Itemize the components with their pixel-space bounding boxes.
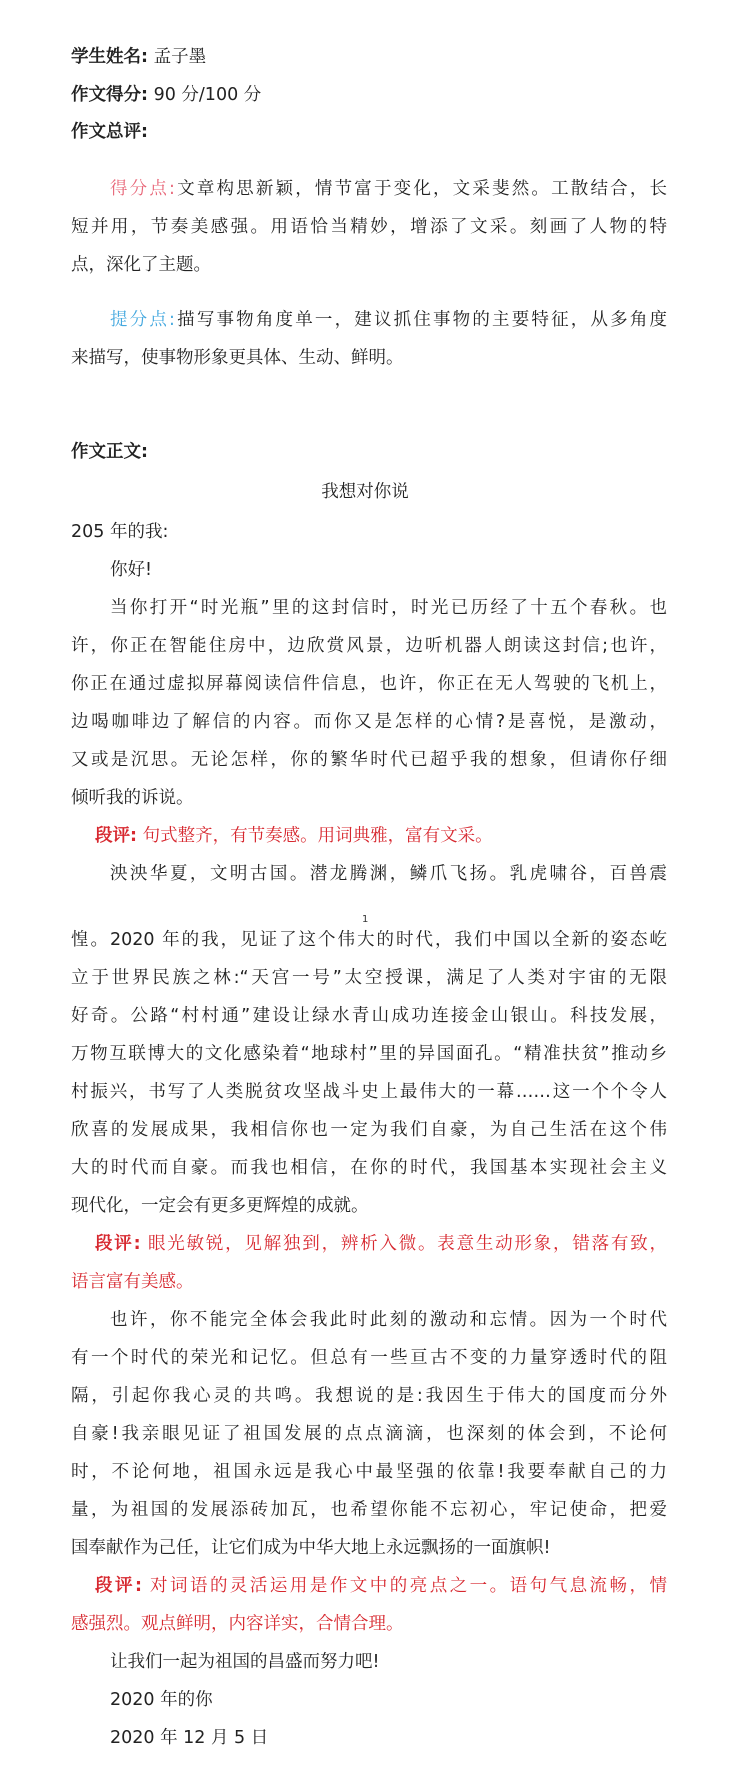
- review-2: [71, 1225, 667, 1263]
- pros-line: 点，深化了主题。: [71, 255, 211, 275]
- tips-paragraph: [71, 301, 667, 377]
- paragraph-line: 惶。2020 年的我，见证了这个伟大的时代，我们中国以全新的姿态屹: [71, 930, 667, 950]
- score-line: [71, 83, 261, 107]
- date: 2020 年 12 月 5 日: [110, 1728, 269, 1748]
- review-text: 句式整齐，有节奏感。用词典雅，富有文采。: [142, 826, 493, 846]
- pros-paragraph: [71, 170, 667, 284]
- paragraph-line: 有一个时代的荣光和记忆。但总有一些亘古不变的力量穿透时代的阻: [71, 1348, 667, 1368]
- essay-section-2: [71, 921, 667, 1757]
- paragraph-line: 自豪!我亲眼见证了祖国发展的点点滴滴，也深刻的体会到，不论何: [71, 1424, 667, 1444]
- pros-label: 得分点:: [110, 179, 175, 199]
- essay-section-1: [71, 513, 667, 893]
- paragraph-line: 立于世界民族之林:“天宫一号”太空授课，满足了人类对宇宙的无限: [71, 968, 667, 988]
- review-3-cont: 感强烈。观点鲜明，内容详实，合情合理。: [71, 1614, 404, 1634]
- paragraph-line: 万物互联博大的文化感染着“地球村”里的异国面孔。“精准扶贫”推动乡: [71, 1044, 667, 1064]
- essay-body-heading: 作文正文:: [71, 442, 148, 462]
- pros-line: [71, 170, 667, 208]
- pros-text: 文章构思新颖，情节富于变化，文采斐然。工散结合，长: [174, 179, 667, 199]
- paragraph-line: 时，不论何地，祖国永远是我心中最坚强的依靠!我要奉献自己的力: [71, 1462, 667, 1482]
- review-label: 段评:: [95, 826, 137, 846]
- student-name-label: 学生姓名:: [71, 47, 148, 67]
- paragraph-line: 隔，引起你我心灵的共鸣。我想说的是:我因生于伟大的国度而分外: [71, 1386, 667, 1406]
- paragraph-line: 国奉献作为己任，让它们成为中华大地上永远飘扬的一面旗帜!: [71, 1538, 551, 1558]
- score-value: 90 分/100 分: [153, 85, 262, 105]
- paragraph-line: 好奇。公路“村村通”建设让绿水青山成功连接金山银山。科技发展，: [71, 1006, 667, 1026]
- summary-heading: 作文总评:: [71, 122, 148, 142]
- score-label: 作文得分:: [71, 85, 148, 105]
- review-label: 段评:: [95, 1234, 141, 1254]
- salutation: 205 年的我:: [71, 522, 169, 542]
- greeting: 你好!: [110, 560, 153, 580]
- paragraph-line: 边喝咖啡边了解信的内容。而你又是怎样的心情?是喜悦，是激动，: [71, 712, 667, 732]
- tips-line: [71, 301, 667, 339]
- paragraph-line: 倾听我的诉说。: [71, 788, 194, 808]
- paragraph-line: 当你打开“时光瓶”里的这封信时，时光已历经了十五个春秋。也: [110, 598, 667, 618]
- review-label: 段评:: [95, 1576, 142, 1596]
- review-1: [71, 817, 667, 855]
- review-text: 对词语的灵活运用是作文中的亮点之一。语句气息流畅，情: [150, 1576, 667, 1596]
- paragraph-line: 欣喜的发展成果，我相信你也一定为我们自豪，为自己生活在这个伟: [71, 1120, 667, 1140]
- tips-label: 提分点:: [110, 310, 175, 330]
- review-text: 眼光敏锐，见解独到，辨析入微。表意生动形象，错落有致，: [147, 1234, 668, 1254]
- signature: 2020 年的你: [110, 1690, 213, 1710]
- student-name-value: 孟子墨: [153, 47, 207, 67]
- paragraph-line: 泱泱华夏，文明古国。潜龙腾渊，鳞爪飞扬。乳虎啸谷，百兽震: [110, 864, 667, 884]
- tips-line: 来描写，使事物形象更具体、生动、鲜明。: [71, 348, 404, 368]
- paragraph-line: 许，你正在智能住房中，边欣赏风景，边听机器人朗读这封信;也许，: [71, 636, 667, 656]
- paragraph-line: 也许，你不能完全体会我此时此刻的激动和忘情。因为一个时代: [110, 1310, 667, 1330]
- paragraph-line: 又或是沉思。无论怎样，你的繁华时代已超乎我的想象，但请你仔细: [71, 750, 667, 770]
- closing-line: 让我们一起为祖国的昌盛而努力吧!: [110, 1652, 380, 1672]
- pros-line: 短并用，节奏美感强。用语恰当精妙，增添了文采。刻画了人物的特: [71, 217, 667, 237]
- page-number: 1: [362, 914, 369, 925]
- paragraph-line: 现代化，一定会有更多更辉煌的成就。: [71, 1196, 369, 1216]
- student-name-line: [71, 45, 206, 69]
- paragraph-line: 量，为祖国的发展添砖加瓦，也希望你能不忘初心，牢记使命，把爱: [71, 1500, 667, 1520]
- paragraph-line: 大的时代而自豪。而我也相信，在你的时代，我国基本实现社会主义: [71, 1158, 667, 1178]
- review-3: [71, 1567, 667, 1605]
- essay-title: 我想对你说: [321, 482, 409, 502]
- review-2-cont: 语言富有美感。: [71, 1272, 194, 1292]
- paragraph-line: 村振兴，书写了人类脱贫攻坚战斗史上最伟大的一幕……这一个个令人: [71, 1082, 667, 1102]
- tips-text: 描写事物角度单一，建议抓住事物的主要特征，从多角度: [174, 310, 667, 330]
- paragraph-line: 你正在通过虚拟屏幕阅读信件信息，也许，你正在无人驾驶的飞机上，: [71, 674, 667, 694]
